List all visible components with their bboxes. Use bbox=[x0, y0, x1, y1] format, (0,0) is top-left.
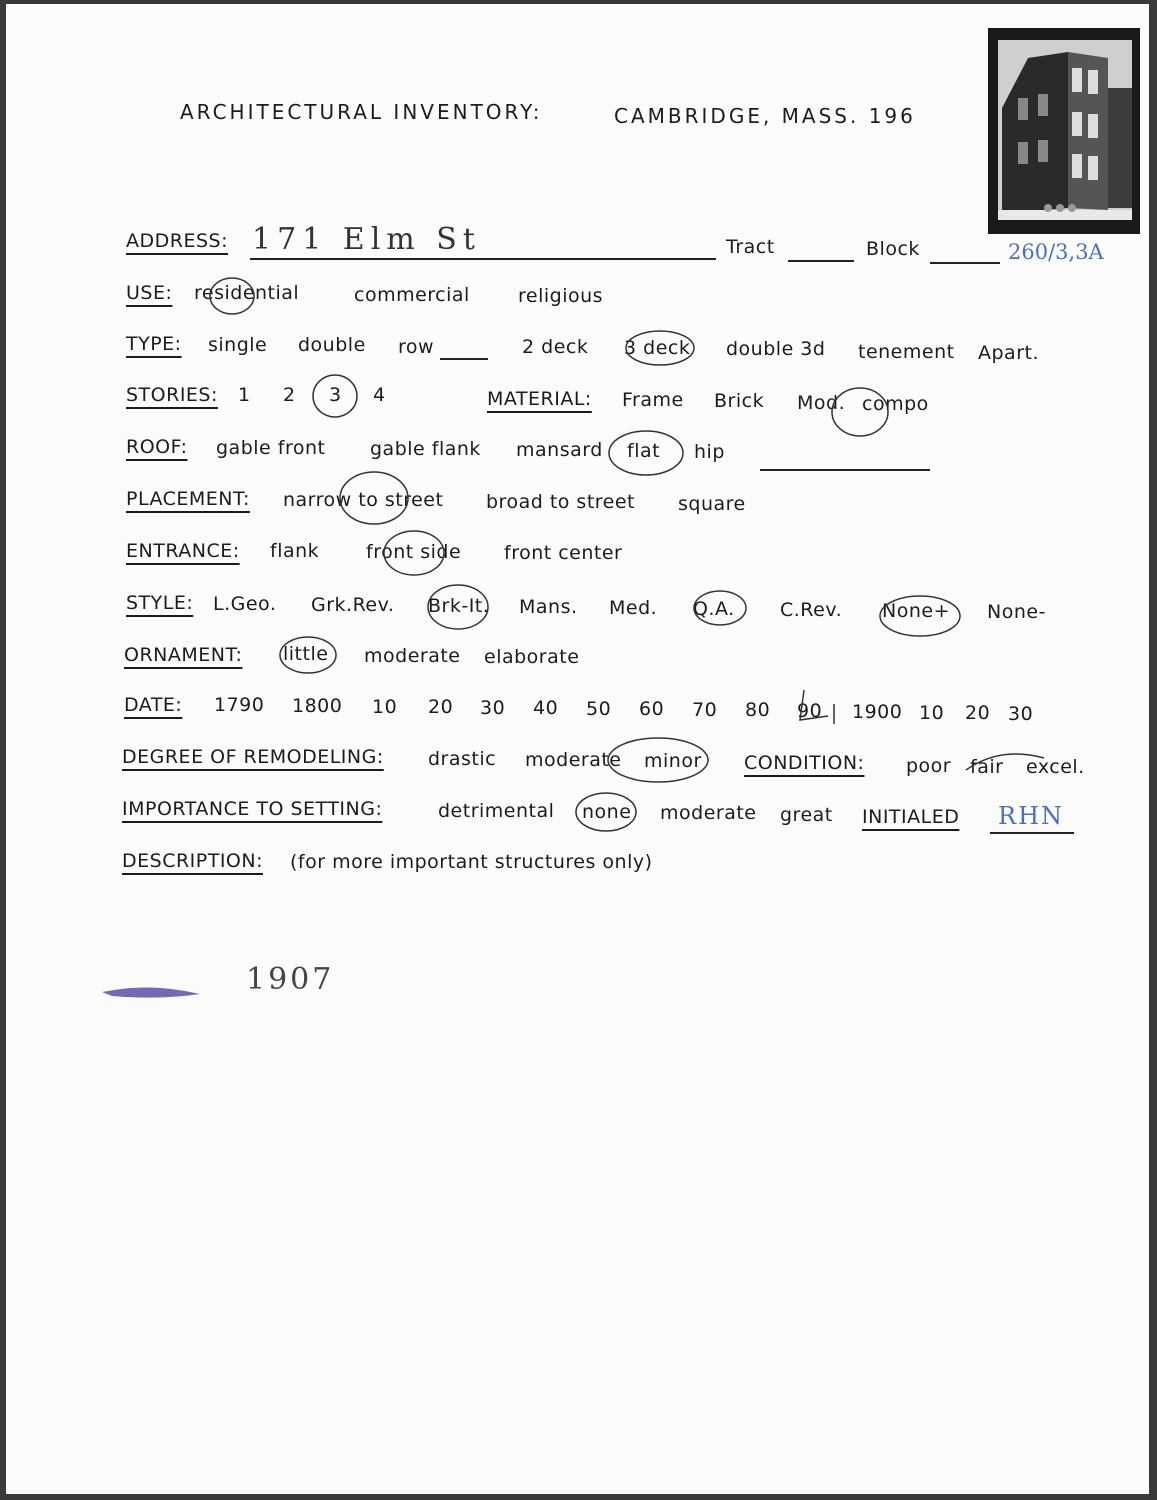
placement-label: PLACEMENT: bbox=[126, 488, 250, 510]
style-option: Grk.Rev. bbox=[311, 594, 395, 616]
date-option: 80 bbox=[745, 699, 771, 721]
placement-option: narrow to street bbox=[283, 489, 444, 511]
circle-material bbox=[832, 388, 888, 436]
date-option: 10 bbox=[919, 702, 945, 724]
circle-3-deck bbox=[626, 331, 694, 365]
entrance-option: flank bbox=[270, 540, 320, 562]
importance-option: great bbox=[780, 804, 833, 826]
stories-option: 1 bbox=[238, 384, 251, 406]
block-value: 260/3,3A bbox=[1008, 240, 1104, 264]
style-option: Mans. bbox=[519, 596, 578, 618]
stories-option: 3 bbox=[329, 384, 342, 406]
circle-minor bbox=[608, 738, 708, 782]
date-option: 30 bbox=[1008, 703, 1034, 725]
remodeling-label: DEGREE OF REMODELING: bbox=[122, 746, 384, 768]
use-option: commercial bbox=[354, 284, 470, 306]
style-option: Med. bbox=[609, 597, 658, 619]
type-option: Apart. bbox=[978, 342, 1040, 364]
type-option: 2 deck bbox=[522, 336, 589, 358]
type-label: TYPE: bbox=[126, 333, 182, 355]
type-option: single bbox=[208, 334, 268, 356]
stories-option: 4 bbox=[373, 384, 386, 406]
remodeling-option: minor bbox=[644, 750, 702, 772]
date-option: 20 bbox=[428, 696, 454, 718]
tract-label: Tract bbox=[726, 236, 775, 258]
handwritten-year: 1907 bbox=[246, 962, 335, 997]
mark-fair bbox=[966, 754, 1044, 770]
style-option: None+ bbox=[882, 600, 950, 622]
material-option: compo bbox=[862, 393, 929, 415]
circle-none bbox=[576, 793, 636, 831]
material-option: Brick bbox=[714, 390, 765, 412]
type-option: tenement bbox=[858, 341, 955, 363]
type-option: double 3d bbox=[726, 338, 826, 360]
importance-option: detrimental bbox=[438, 800, 555, 822]
condition-option: poor bbox=[906, 755, 952, 777]
stories-label: STORIES: bbox=[126, 384, 218, 406]
mark-90 bbox=[800, 690, 834, 724]
initialed-label: INITIALED bbox=[862, 806, 960, 828]
circle-qa bbox=[694, 591, 746, 625]
roof-option: gable flank bbox=[370, 438, 481, 460]
ornament-option: moderate bbox=[364, 645, 461, 667]
date-option: 1900 bbox=[852, 701, 903, 723]
ornament-label: ORNAMENT: bbox=[124, 644, 243, 666]
material-option: Mod. bbox=[797, 392, 846, 414]
type-option: 3 deck bbox=[624, 337, 691, 359]
circle-residential bbox=[210, 278, 254, 314]
entrance-label: ENTRANCE: bbox=[126, 540, 240, 562]
placement-option: square bbox=[678, 493, 746, 515]
circle-placement bbox=[340, 472, 408, 524]
circle-front-side bbox=[384, 531, 444, 575]
use-option: residential bbox=[194, 282, 300, 304]
roof-option: flat bbox=[627, 440, 661, 462]
placement-option: broad to street bbox=[486, 491, 636, 513]
circle-3-stories bbox=[313, 375, 357, 417]
remodeling-option: moderate bbox=[525, 749, 622, 771]
entrance-option: front side bbox=[366, 541, 462, 563]
condition-label: CONDITION: bbox=[744, 752, 865, 774]
type-option: row bbox=[398, 336, 435, 358]
style-option: L.Geo. bbox=[213, 593, 277, 615]
entrance-option: front center bbox=[504, 542, 623, 564]
roof-option: mansard bbox=[516, 439, 603, 461]
circle-none-plus bbox=[880, 596, 960, 636]
ink-smudge bbox=[102, 987, 200, 997]
roof-label: ROOF: bbox=[126, 436, 188, 458]
form-city: CAMBRIDGE, MASS. 196 bbox=[614, 104, 916, 128]
date-option: 10 bbox=[372, 696, 398, 718]
importance-option: none bbox=[582, 801, 632, 823]
block-label: Block bbox=[866, 238, 920, 260]
ornament-option: little bbox=[283, 643, 329, 665]
date-option: 40 bbox=[533, 697, 559, 719]
date-option: 1800 bbox=[292, 695, 343, 717]
roof-option: gable front bbox=[216, 437, 326, 459]
material-label: MATERIAL: bbox=[487, 388, 592, 410]
material-option: Frame bbox=[622, 389, 684, 411]
ornament-option: elaborate bbox=[484, 646, 580, 668]
importance-option: moderate bbox=[660, 802, 757, 824]
date-option: 70 bbox=[692, 699, 718, 721]
condition-option: fair bbox=[970, 756, 1004, 778]
date-option: 20 bbox=[965, 702, 991, 724]
importance-label: IMPORTANCE TO SETTING: bbox=[122, 798, 383, 820]
style-option: C.Rev. bbox=[780, 599, 843, 621]
form-title: ARCHITECTURAL INVENTORY: bbox=[180, 100, 543, 124]
circle-brk-it bbox=[428, 585, 488, 629]
circle-flat bbox=[609, 431, 683, 475]
date-option: 1790 bbox=[214, 694, 265, 716]
style-option: Brk-It. bbox=[428, 595, 490, 617]
style-option: Q.A. bbox=[693, 598, 735, 620]
roof-option: hip bbox=[694, 441, 725, 463]
description-label: DESCRIPTION: bbox=[122, 850, 264, 872]
address-label: ADDRESS: bbox=[126, 230, 228, 252]
stories-option: 2 bbox=[283, 384, 296, 406]
type-option: double bbox=[298, 334, 366, 356]
date-option: 50 bbox=[586, 698, 612, 720]
style-label: STYLE: bbox=[126, 592, 194, 614]
remodeling-option: drastic bbox=[428, 748, 497, 770]
address-value: 171 Elm St bbox=[252, 222, 481, 257]
date-option: 90 bbox=[797, 700, 823, 722]
use-label: USE: bbox=[126, 282, 173, 304]
description-note: (for more important structures only) bbox=[290, 851, 653, 873]
style-option: None- bbox=[987, 601, 1046, 623]
date-option: 30 bbox=[480, 697, 506, 719]
circle-little bbox=[280, 637, 336, 673]
condition-option: excel. bbox=[1026, 756, 1085, 778]
date-label: DATE: bbox=[124, 694, 183, 716]
use-option: religious bbox=[518, 285, 604, 307]
initialed-value: RHN bbox=[998, 802, 1064, 830]
date-option: 60 bbox=[639, 698, 665, 720]
